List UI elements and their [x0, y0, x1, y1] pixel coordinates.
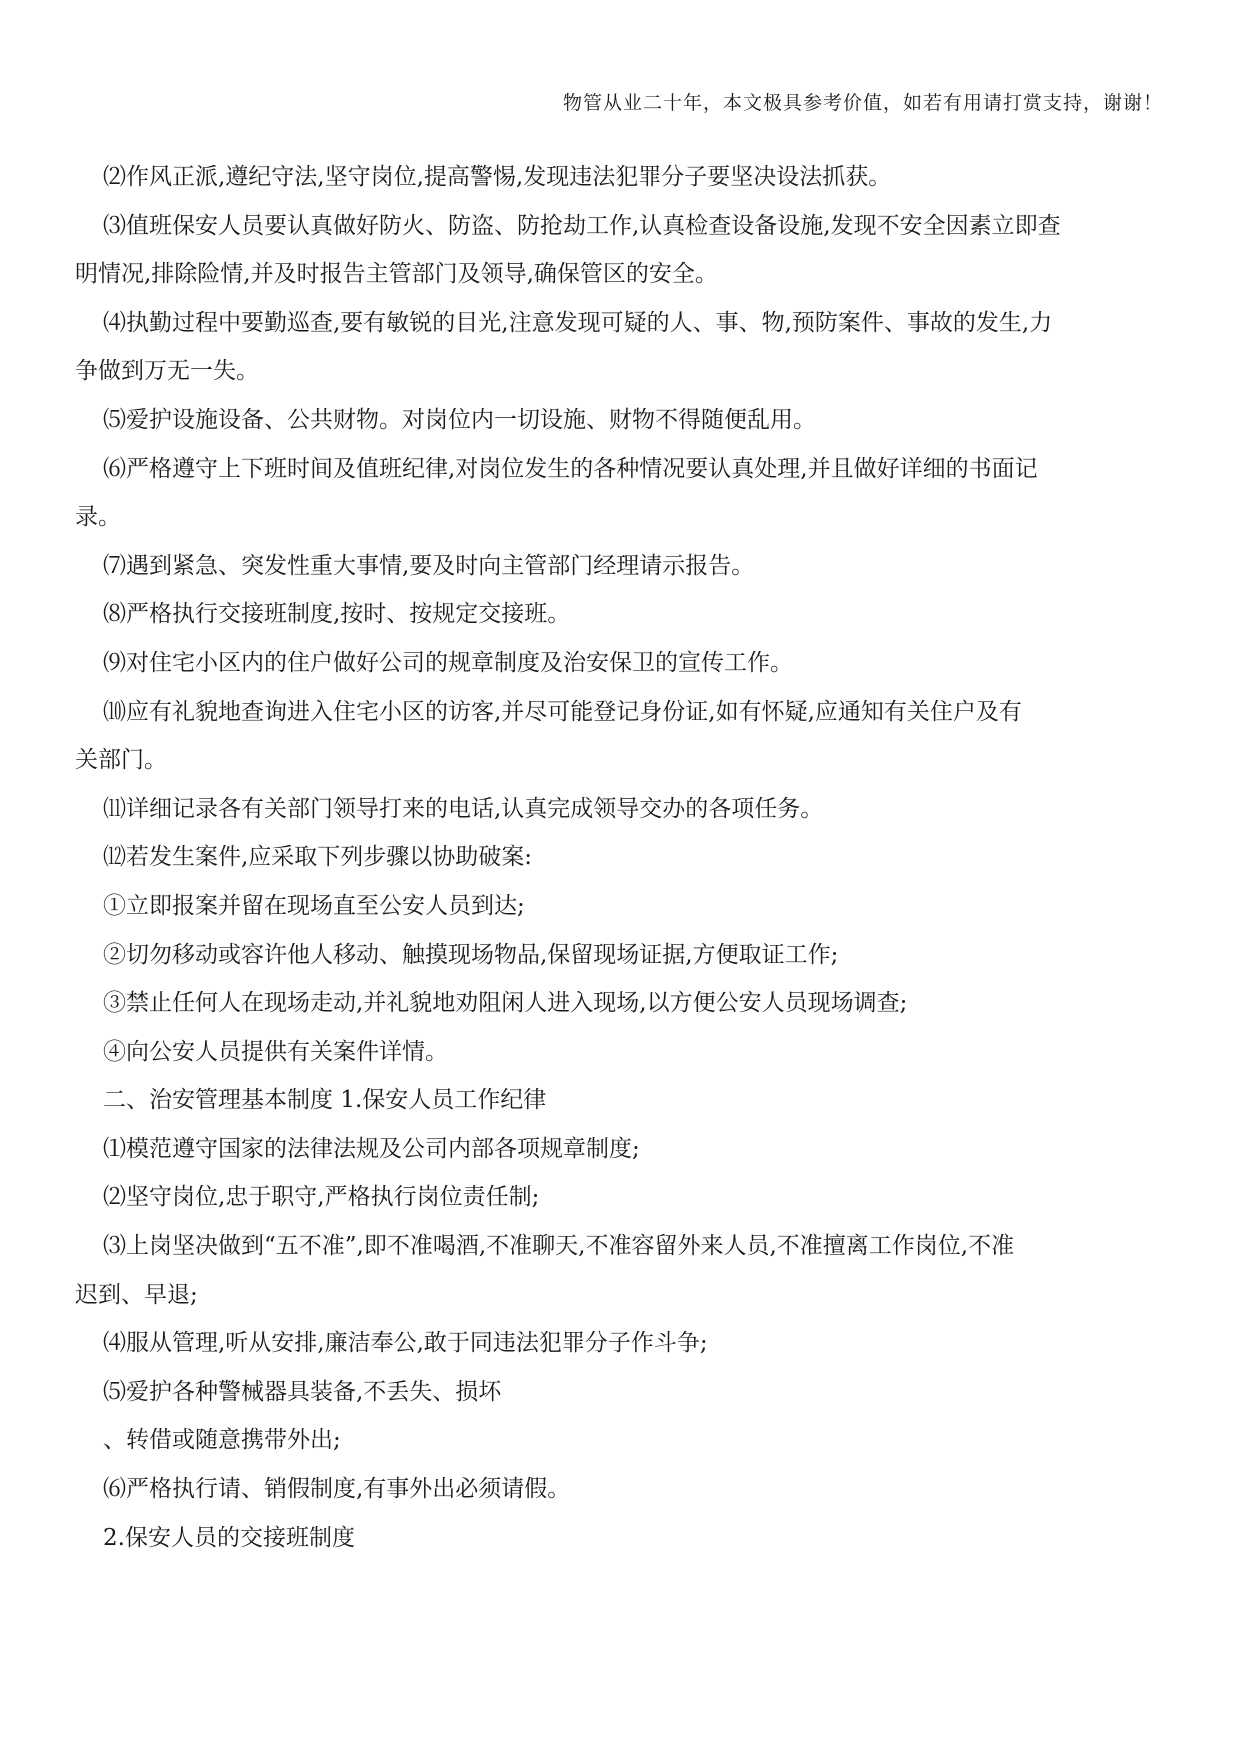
paragraph-line: ①立即报案并留在现场直至公安人员到达; [103, 892, 525, 919]
paragraph-line: 关部门。 [75, 747, 167, 774]
paragraph-line: 迟到、早退; [75, 1281, 198, 1308]
document-body [75, 153, 1167, 1562]
paragraph-line: 录。 [75, 504, 121, 531]
paragraph-line: ⑵作风正派,遵纪守法,坚守岗位,提高警惕,发现违法犯罪分子要坚决设法抓获。 [103, 164, 892, 190]
paragraph-line: ⑻严格执行交接班制度,按时、按规定交接班。 [103, 601, 571, 628]
paragraph-line: ⑷服从管理,听从安排,廉洁奉公,敢于同违法犯罪分子作斗争; [103, 1330, 708, 1357]
paragraph-line: 二、治安管理基本制度 1.保安人员工作纪律 [103, 1087, 547, 1114]
paragraph-line: 争做到万无一失。 [75, 358, 259, 385]
paragraph-line: ③禁止任何人在现场走动,并礼貌地劝阻闲人进入现场,以方便公安人员现场调查; [103, 990, 908, 1017]
paragraph-line: 2.保安人员的交接班制度 [103, 1524, 355, 1551]
paragraph-line: ⑸爱护设施设备、公共财物。对岗位内一切设施、财物不得随便乱用。 [103, 406, 816, 433]
paragraph-line: ⑼对住宅小区内的住户做好公司的规章制度及治安保卫的宣传工作。 [103, 649, 793, 676]
paragraph-line: ⑶上岗坚决做到“五不准”,即不准喝酒,不准聊天,不准容留外来人员,不准擅离工作岗位,不准 [103, 1233, 1015, 1260]
paragraph-line: ⑾详细记录各有关部门领导打来的电话,认真完成领导交办的各项任务。 [103, 795, 824, 822]
paragraph-line: ⑽应有礼貌地查询进入住宅小区的访客,并尽可能登记身份证,如有怀疑,应通知有关住户及有 [103, 698, 1022, 725]
paragraph-line: ⑺遇到紧急、突发性重大事情,要及时向主管部门经理请示报告。 [103, 552, 755, 579]
paragraph-line: 、转借或随意携带外出; [103, 1427, 341, 1454]
paragraph-line: 明情况,排除险情,并及时报告主管部门及领导,确保管区的安全。 [75, 261, 718, 288]
header-note: 物管从业二十年，本文极具参考价值，如若有用请打赏支持，谢谢！ [562, 92, 1163, 114]
paragraph-line: ⑿若发生案件,应采取下列步骤以协助破案: [103, 844, 533, 871]
paragraph-line: ⑷执勤过程中要勤巡查,要有敏锐的目光,注意发现可疑的人、事、物,预防案件、事故的发生,力 [103, 309, 1053, 336]
paragraph-line: ⑴模范遵守国家的法律法规及公司内部各项规章制度; [103, 1135, 640, 1162]
paragraph-line: ⑸爱护各种警械器具装备,不丢失、损坏 [103, 1378, 502, 1405]
paragraph-line: ⑹严格执行请、销假制度,有事外出必须请假。 [103, 1476, 571, 1503]
paragraph-line: ⑹严格遵守上下班时间及值班纪律,对岗位发生的各种情况要认真处理,并且做好详细的书面记 [103, 455, 1038, 482]
paragraph-line: ⑵坚守岗位,忠于职守,严格执行岗位责任制; [103, 1184, 540, 1211]
paragraph-line: ⑶值班保安人员要认真做好防火、防盗、防抢劫工作,认真检查设备设施,发现不安全因素立即查 [103, 212, 1061, 239]
paragraph-line: ②切勿移动或容许他人移动、触摸现场物品,保留现场证据,方便取证工作; [103, 941, 839, 968]
paragraph-line: ④向公安人员提供有关案件详情。 [103, 1038, 448, 1065]
